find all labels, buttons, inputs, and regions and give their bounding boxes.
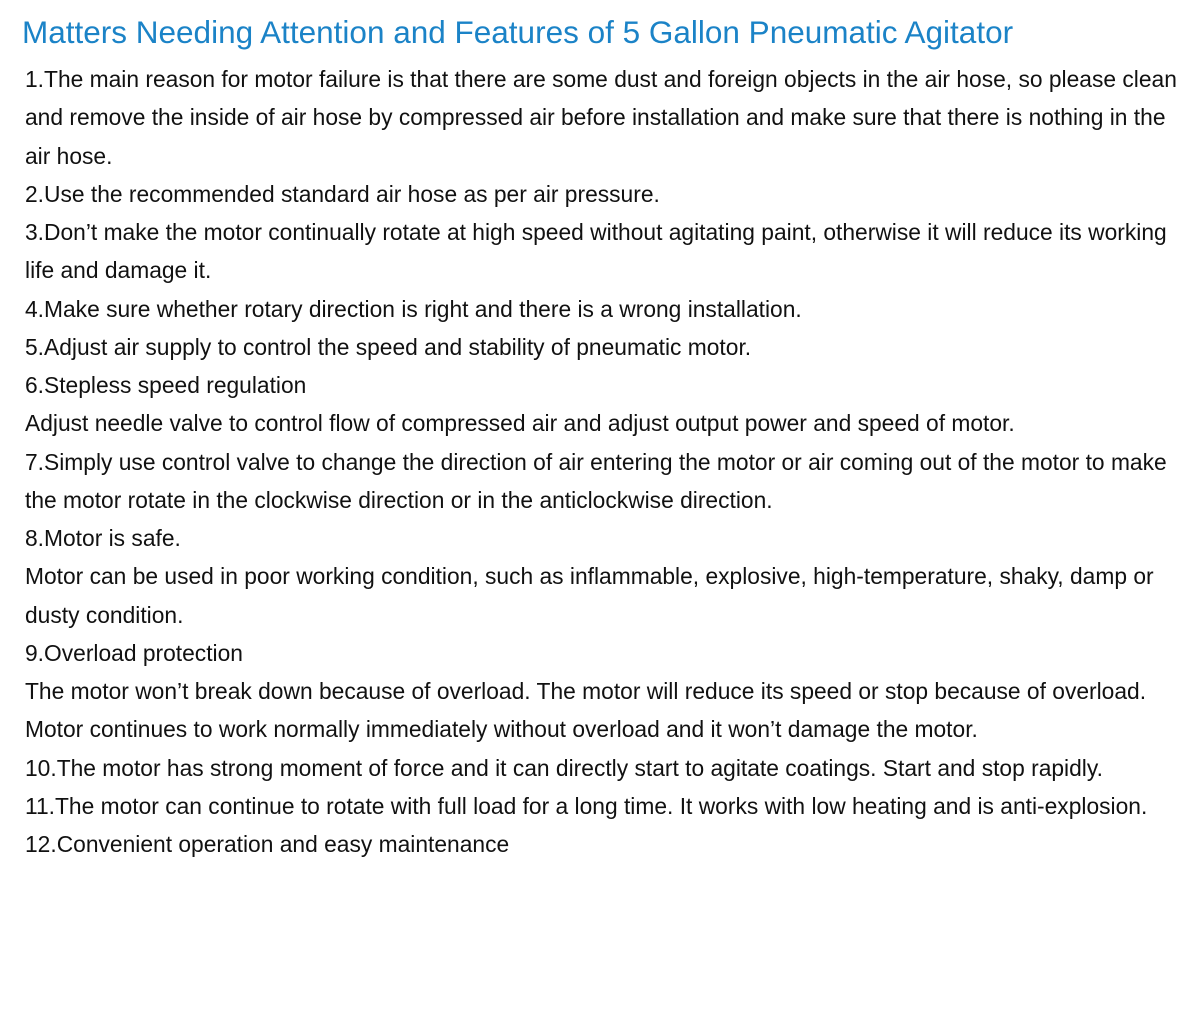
document-body (25, 60, 1190, 863)
page-title: Matters Needing Attention and Features of 5 Gallon Pneumatic Agitator (22, 14, 1014, 50)
paragraph-item-6-heading: 6.Stepless speed regulation (25, 372, 307, 398)
paragraph-item-7: 7.Simply use control valve to change the direction of air entering the motor or air coming out of the motor to make the motor rotate in the clockwise direction or in the anticlockwise direction. (25, 448, 1167, 513)
paragraph-item-9-detail: The motor won’t break down because of overload. The motor will reduce its speed or stop because of overload. Motor continues to work normally immediately without overload and it won’t damage the motor. (25, 678, 1147, 743)
paragraph-item-1: 1.The main reason for motor failure is that there are some dust and foreign objects in the air hose, so please clean and remove the inside of air hose by compressed air before installation and make sure that there is nothing in the air hose. (25, 66, 1177, 169)
paragraph-item-9-heading: 9.Overload protection (25, 639, 243, 666)
paragraph-item-12: 12.Convenient operation and easy maintenance (25, 831, 510, 857)
paragraph-item-8-detail: Motor can be used in poor working condition, such as inflammable, explosive, high-temperature, shaky, damp or dusty condition. (25, 563, 1154, 628)
paragraph-item-8-heading: 8.Motor is safe. (25, 525, 181, 551)
paragraph-item-3: 3.Don’t make the motor continually rotate at high speed without agitating paint, otherwise it will reduce its working life and damage it. (25, 219, 1167, 284)
paragraph-item-6-detail: Adjust needle valve to control flow of compressed air and adjust output power and speed of motor. (25, 410, 1015, 437)
paragraph-item-5: 5.Adjust air supply to control the speed and stability of pneumatic motor. (25, 333, 752, 360)
paragraph-item-11: 11.The motor can continue to rotate with full load for a long time. It works with low heating and is anti-explosion. (25, 792, 1148, 819)
paragraph-item-2: 2.Use the recommended standard air hose as per air pressure. (25, 180, 660, 207)
paragraph-item-4: 4.Make sure whether rotary direction is right and there is a wrong installation. (25, 295, 802, 322)
paragraph-item-10: 10.The motor has strong moment of force and it can directly start to agitate coatings. Start and stop rapidly. (25, 754, 1103, 781)
